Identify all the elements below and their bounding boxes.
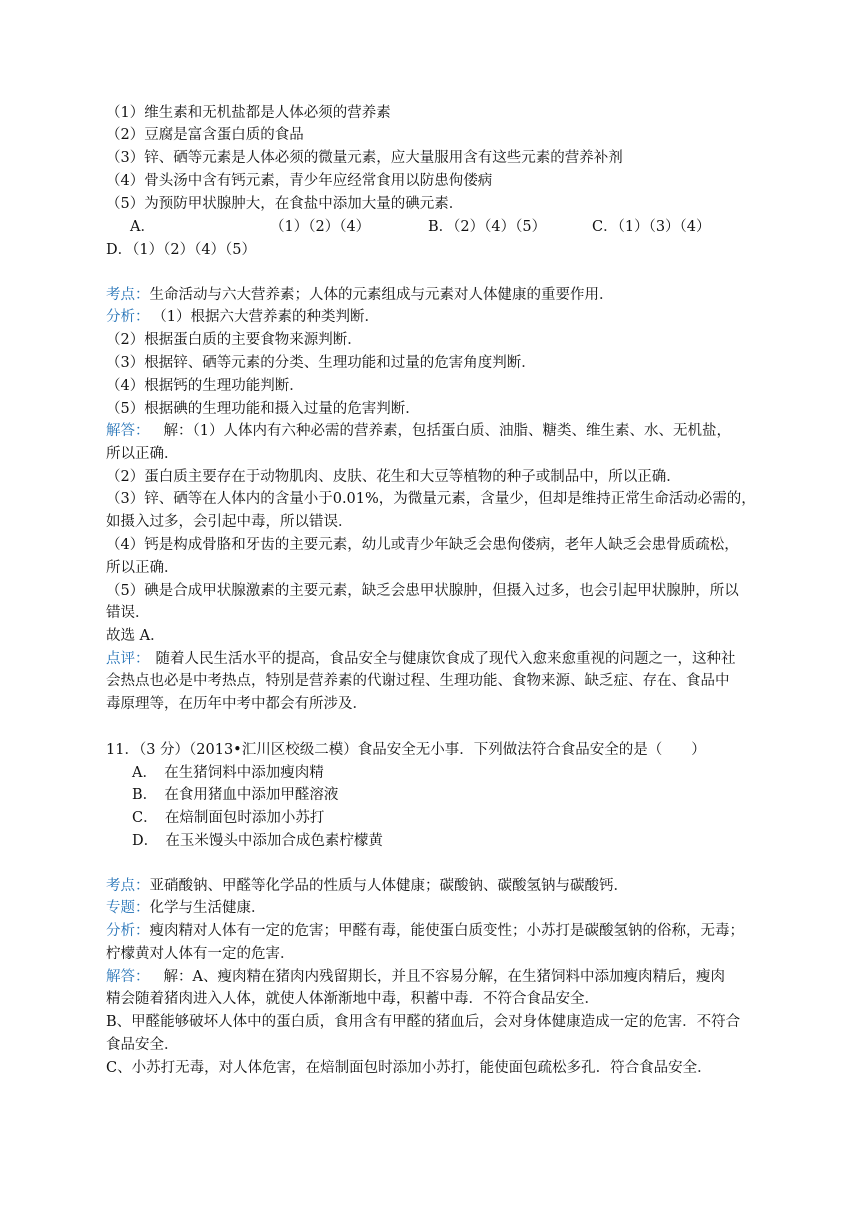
jieda-line: 故选 A．	[106, 628, 165, 644]
fenxi-label: 分析：	[106, 923, 150, 939]
option-d: D．（1）（2）（4）（5）	[106, 242, 257, 258]
fenxi-line: （4）根据钙的生理功能判断．	[106, 378, 304, 394]
option-c: C．（1）（3）（4）	[592, 219, 711, 235]
fenxi-line: 柠檬黄对人体有一定的危害．	[106, 946, 295, 962]
zhuanti-text: 化学与生活健康．	[149, 900, 266, 916]
kaodian-text: 生命活动与六大营养素；人体的元素组成与元素对人体健康的重要作用．	[149, 287, 614, 303]
q11-zhuanti	[106, 897, 266, 919]
jieda-line: 精会随着猪肉进入人体，就使人体渐渐地中毒，积蓄中毒．不符合食品安全．	[106, 991, 599, 1007]
option-a-label: A．	[130, 219, 155, 235]
option-a-text: （1）（2）（4）	[270, 219, 371, 235]
statement-4: （4）骨头汤中含有钙元素，青少年应经常食用以防患佝偻病	[106, 173, 493, 189]
jieda-line: 解：A、瘦肉精在猪肉内残留期长，并且不容易分解，在生猪饲料中添加瘦肉精后，瘦肉	[163, 969, 725, 985]
fenxi-line: （1）根据六大营养素的种类判断．	[159, 309, 379, 325]
jieda-label: 解答：	[106, 423, 150, 439]
kaodian-label: 考点：	[106, 287, 150, 303]
jieda-line: C、小苏打无毒，对人体危害，在焙制面包时添加小苏打，能使面包疏松多孔．符合食品安全．	[106, 1060, 712, 1076]
statement-2: （2）豆腐是富含蛋白质的食品	[106, 127, 304, 143]
kaodian-label: 考点：	[106, 878, 150, 894]
q10-fenxi	[106, 306, 379, 328]
fenxi-line: （5）根据碘的生理功能和摄入过量的危害判断．	[106, 401, 420, 417]
q10-kaodian	[106, 284, 614, 306]
jieda-line: （4）钙是构成骨胳和牙齿的主要元素，幼儿或青少年缺乏会患佝偻病，老年人缺乏会患骨质疏松，	[106, 537, 739, 553]
q11-option-d: D． 在玉米馒头中添加合成色素柠檬黄	[132, 833, 383, 849]
jieda-line: 食品安全．	[106, 1037, 179, 1053]
fenxi-line: （2）根据蛋白质的主要食物来源判断．	[106, 332, 362, 348]
fenxi-label: 分析：	[106, 309, 150, 325]
jieda-line: B、甲醛能够破坏人体中的蛋白质，食用含有甲醛的猪血后，会对身体健康造成一定的危害．不符合	[106, 1014, 741, 1030]
jieda-line: 如摄入过多，会引起中毒，所以错误．	[106, 514, 353, 530]
q11-option-c: C． 在焙制面包时添加小苏打	[132, 810, 325, 826]
dianping-line: 会热点也必是中考热点，特别是营养素的代谢过程、生理功能、食物来源、缺乏症、存在、食品中	[106, 673, 730, 689]
q11-fenxi	[106, 920, 744, 942]
statement-5: （5）为预防甲状腺肿大，在食盐中添加大量的碘元素．	[106, 196, 464, 212]
q10-jieda	[106, 420, 731, 442]
jieda-line: 所以正确．	[106, 446, 179, 462]
q11-jieda	[106, 966, 725, 988]
q11-option-a: A． 在生猪饲料中添加瘦肉精	[132, 765, 324, 781]
kaodian-text: 亚硝酸钠、甲醛等化学品的性质与人体健康；碳酸钠、碳酸氢钠与碳酸钙．	[149, 878, 628, 894]
dianping-line: 毒原理等，在历年中考中都会有所涉及．	[106, 696, 367, 712]
fenxi-line: 瘦肉精对人体有一定的危害；甲醛有毒，能使蛋白质变性；小苏打是碳酸氢钠的俗称，无毒；	[149, 923, 744, 939]
dianping-label: 点评：	[106, 651, 150, 667]
jieda-line: （2）蛋白质主要存在于动物肌肉、皮肤、花生和大豆等植物的种子或制品中，所以正确．	[106, 469, 681, 485]
q11-kaodian	[106, 875, 628, 897]
q11-stem: 11．（3 分）（2013•汇川区校级二模）食品安全无小事．下列做法符合食品安全的是（ ）	[106, 742, 706, 758]
option-b: B．（2）（4）（5）	[428, 219, 547, 235]
q10-dianping	[106, 648, 736, 670]
jieda-line: 错误．	[106, 605, 150, 621]
jieda-line: （3）锌、硒等在人体内的含量小于0.01%，为微量元素，含量少，但却是维持正常生命活动必需的，	[106, 491, 756, 507]
fenxi-line: （3）根据锌、硒等元素的分类、生理功能和过量的危害角度判断．	[106, 355, 536, 371]
jieda-line: 所以正确．	[106, 560, 179, 576]
statement-1: （1）维生素和无机盐都是人体必须的营养素	[106, 105, 391, 121]
jieda-label: 解答：	[106, 969, 150, 985]
dianping-line: 随着人民生活水平的提高，食品安全与健康饮食成了现代入愈来愈重视的问题之一，这种社	[155, 651, 736, 667]
q11-option-b: B． 在食用猪血中添加甲醛溶液	[132, 787, 339, 803]
statement-3: （3）锌、硒等元素是人体必须的微量元素，应大量服用含有这些元素的营养补剂	[106, 150, 623, 166]
zhuanti-label: 专题：	[106, 900, 150, 916]
jieda-line: 解：（1）人体内有六种必需的营养素，包括蛋白质、油脂、糖类、维生素、水、无机盐，	[163, 423, 731, 439]
jieda-line: （5）碘是合成甲状腺激素的主要元素，缺乏会患甲状腺肿，但摄入过多，也会引起甲状腺肿，所以	[106, 583, 739, 599]
